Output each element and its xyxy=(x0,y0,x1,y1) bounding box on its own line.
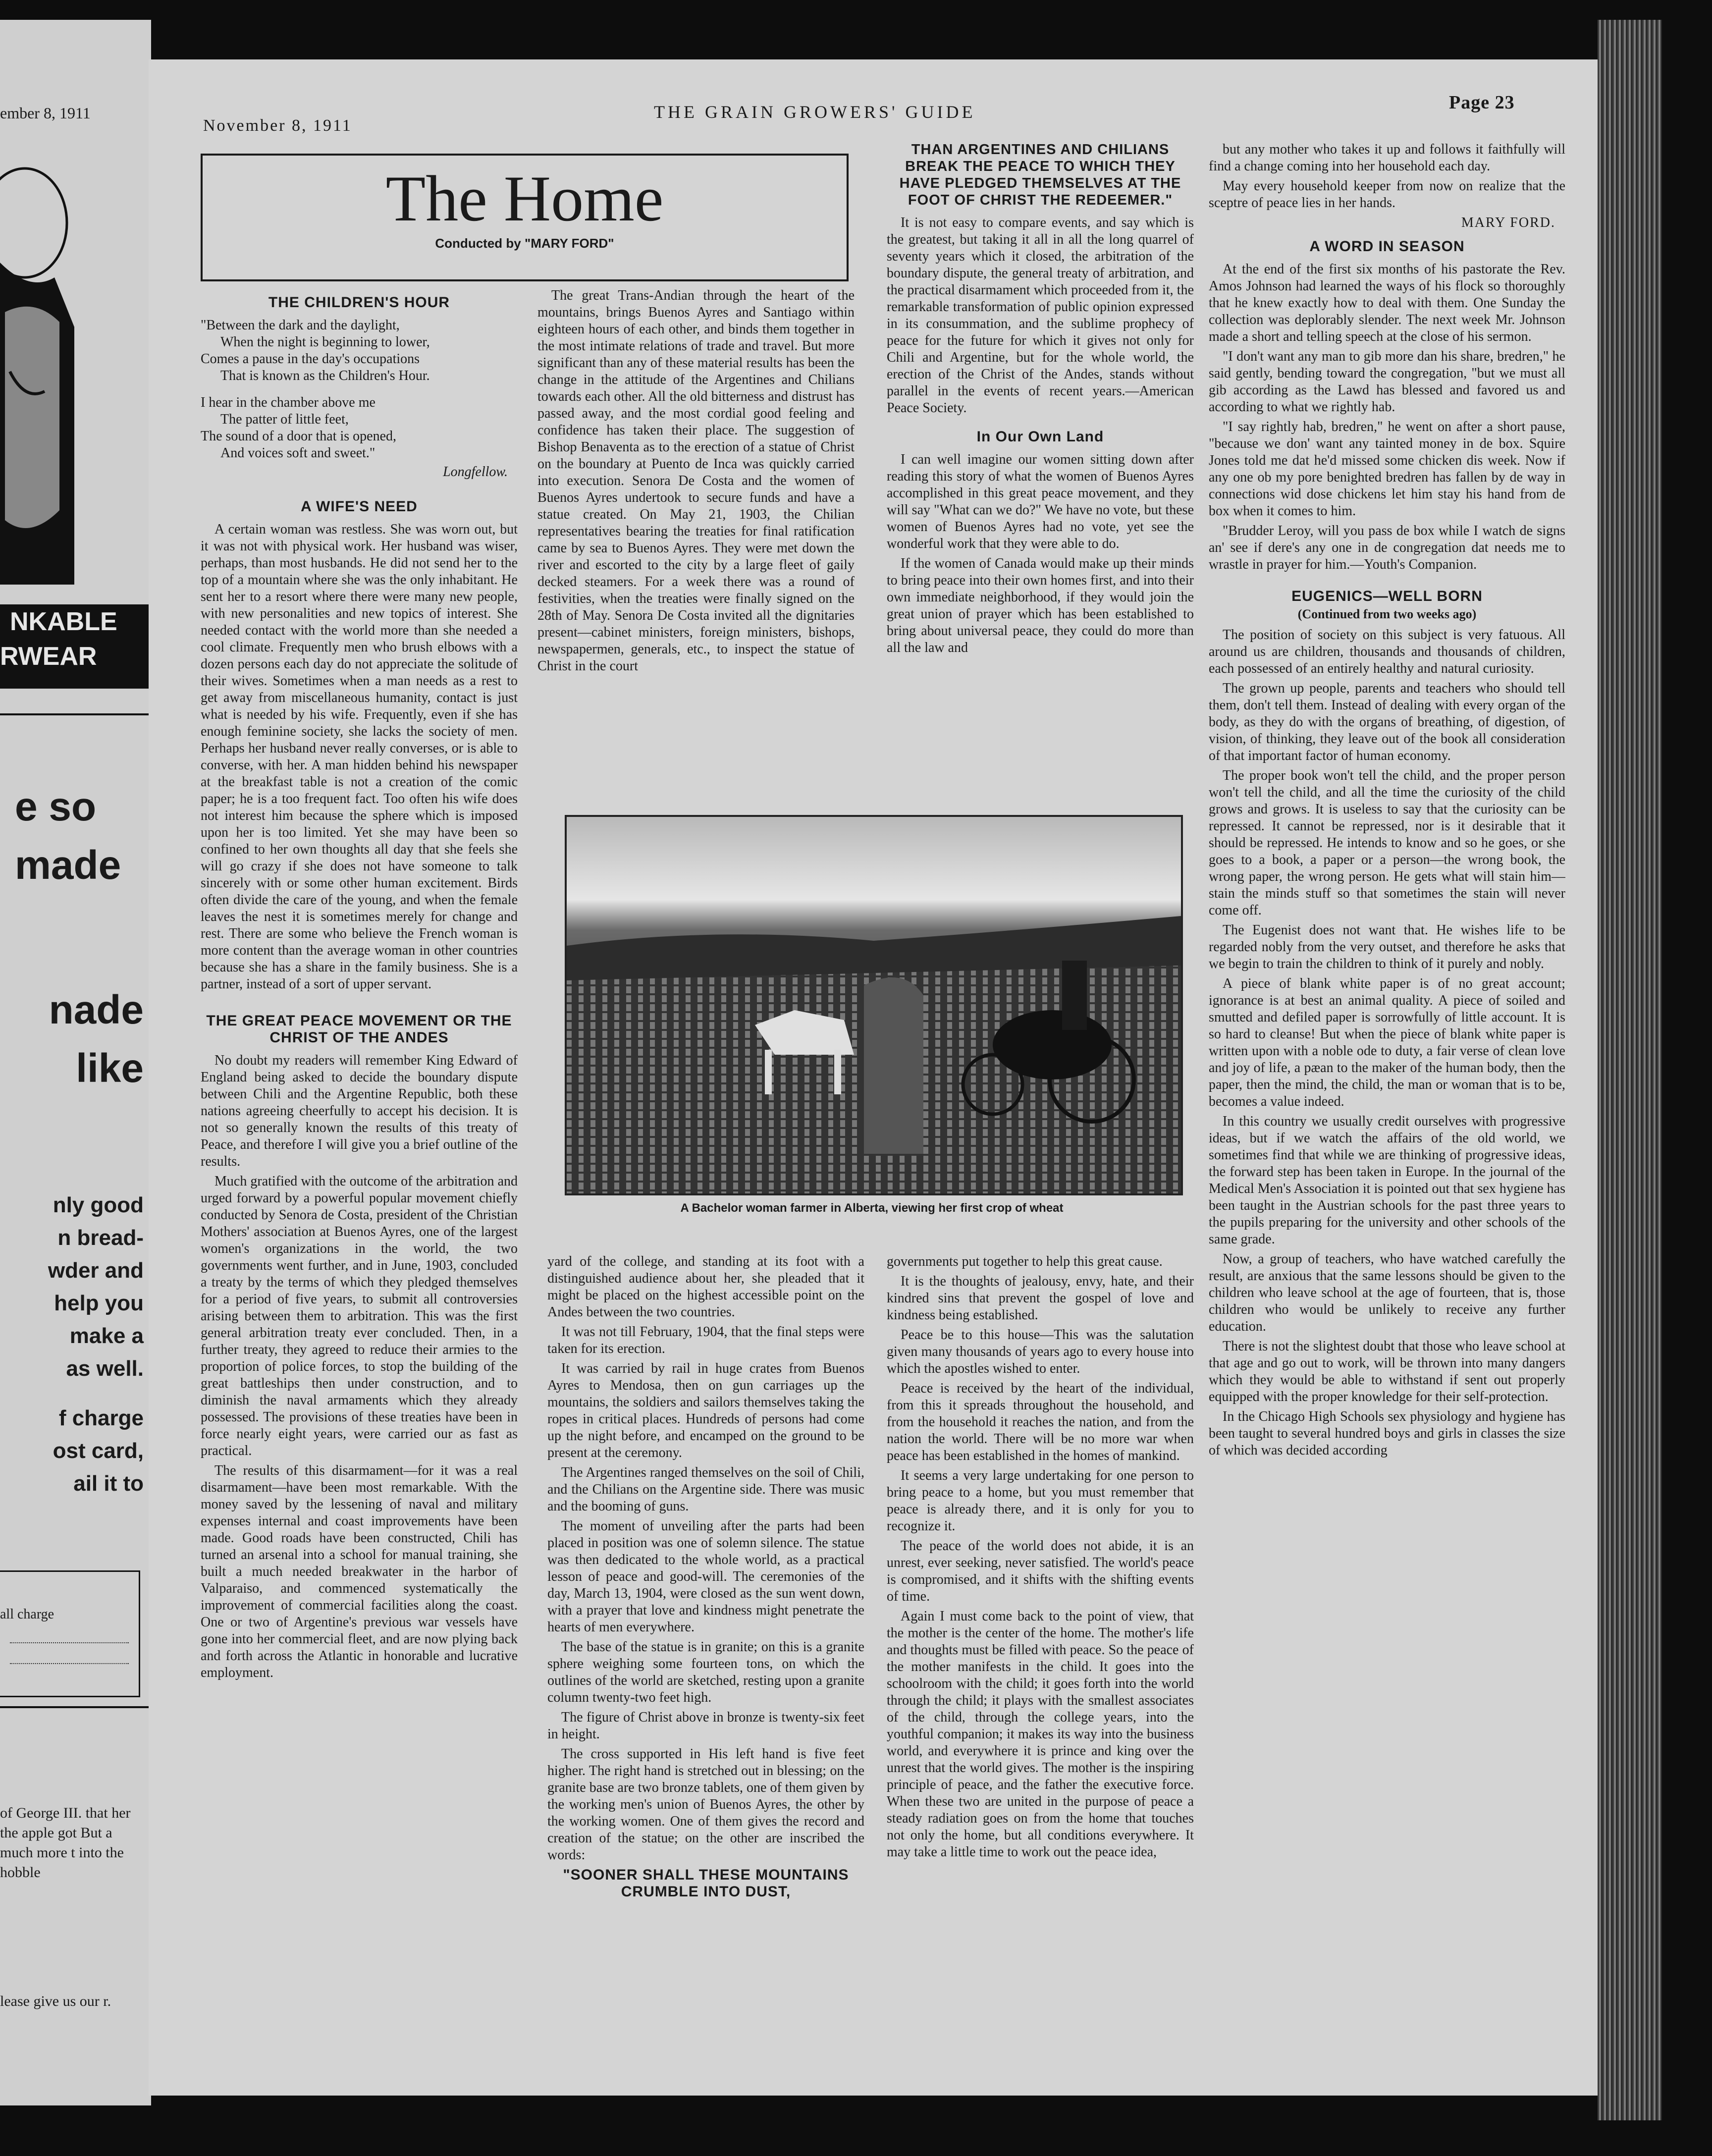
ad-body-line: make a xyxy=(69,1324,144,1348)
ad-offer-line: ail it to xyxy=(73,1471,144,1496)
article-statue-paragraph: The cross supported in His left hand is five feet higher. The right hand is stretched out in blessing; on the granite base are two bronze tablets, one of them given by the working men's union of Buenos Ayres, the other by the working women. One of them gives the record and creation of the statue; on the other are inscribed the words: xyxy=(547,1746,864,1863)
article-eugenics-paragraph: There is not the slightest doubt that those who leave school at that age and go out to work, will be thrown into many dangers which they would be able to withstand if sent out properly equipped with the proper knowledge for their self-protection. xyxy=(1209,1339,1565,1404)
ad-headline-1 xyxy=(15,778,144,895)
article-eugenics-paragraph: Now, a group of teachers, who have watched carefully the result, are anxious that the same lessons should be given to the children who leave school at the age of fourteen, that is, those children who would be unlikely to receive any further education. xyxy=(1209,1251,1565,1334)
coupon-label: all charge xyxy=(0,1607,54,1622)
article-season-paragraph: "I say rightly hab, bredren," he went on after a short pause, "because we don' want any tainted money in de box. Squire Jones told me dat he'd missed some chicken dis week. Now if any one ob my pore benighted bredren has fallen by de way in connections wid dose chickens let him stay his hand from de box when it comes to him. xyxy=(1209,419,1565,519)
eugenics-continued-note: (Continued from two weeks ago) xyxy=(1297,607,1477,621)
left-page-date: ember 8, 1911 xyxy=(0,104,91,122)
column-2-bottom xyxy=(547,1253,864,2021)
left-page-story-fragment: of George III. that her the apple got But a much more t into the hobble xyxy=(0,1805,131,1881)
section-title: The Home xyxy=(385,162,664,235)
article-eugenics-paragraph: In this country we usually credit ourselves with progressive ideas, but if we watch the affairs of the old world, we sometimes find that while we are thinking of progressive ideas, the forward step has been taken in Europe. In the journal of the Medical Men's Association it is pointed out that sex hygiene has been taught in the Austrian schools for the past three years to the pupils preparing for the university and other schools of the same grade. xyxy=(1209,1114,1565,1247)
masthead-box xyxy=(201,154,849,281)
ad-band-bottom-text: RWEAR xyxy=(0,642,97,671)
article-season-paragraph: At the end of the first six months of his pastorate the Rev. Amos Johnson had learned the ways of his flock so thoroughly that he knew exactly how to deal with them. One Sunday the collection was deplorably slender. The next week Mr. Johnson made a short and telling speech at the close of his sermon. xyxy=(1209,262,1565,344)
ad-body-line: nly good xyxy=(53,1193,144,1217)
article-own-land-paragraph: Peace be to this house—This was the salutation given many thousands of years ago to every house into which the apostles wished to enter. xyxy=(887,1327,1194,1376)
running-header-date: November 8, 1911 xyxy=(203,116,352,135)
column-2-top xyxy=(537,287,855,793)
ad-body-line: help you xyxy=(54,1291,144,1315)
left-page-closing-fragment: lease give us our r. xyxy=(0,1993,111,2009)
ad-body-line: as well. xyxy=(66,1356,144,1381)
farm-photograph xyxy=(565,815,1183,1195)
article-own-land-paragraph: The peace of the world does not abide, it is an unrest, ever seeking, never satisfied. The world's peace is compromised, and it shifts with the shifting events of time. xyxy=(887,1538,1194,1604)
article-peace-conclusion: It is not easy to compare events, and say which is the greatest, but taking it all in all the long quarrel of seventy years which it closed, the arbitration of the boundary dispute, the general treaty of arbitration, and the practical disarmament which proceeded from it, the remarkable transformation of public opinion expressed in its consummation, and the sublime prophecy of peace for the future for which it gives not only for Chili and Argentine, but for the whole world, the erection of the Christ of the Andes, stands without parallel in the events of recent years.—American Peace Society. xyxy=(887,215,1194,416)
article-own-land-end: May every household keeper from now on realize that the sceptre of peace lies in her hands. xyxy=(1209,178,1565,211)
article-own-land-paragraph: It is the thoughts of jealousy, envy, hate, and their kindred sins that prevent the gospel of love and kindness being established. xyxy=(887,1274,1194,1323)
poem-line: The patter of little feet, xyxy=(220,412,349,427)
article-statue-paragraph: The moment of unveiling after the parts had been placed in position was one of solemn silence. The statue was then dedicated to the whole world, as a practical lesson of peace and good-will. The ceremonies of the day, March 13, 1904, were closed as the sun went down, with a prayer that love and kindness might penetrate the hearts of men everywhere. xyxy=(547,1518,864,1635)
article-statue-paragraph: It was not till February, 1904, that the final steps were taken for its erection. xyxy=(547,1324,864,1356)
ad-offer-text xyxy=(0,1402,144,1500)
ad-body-text xyxy=(10,1189,144,1385)
book-binding xyxy=(1598,20,1662,2120)
quote-inscription: "SOONER SHALL THESE MOUNTAINS CRUMBLE INTO DUST, xyxy=(563,1867,849,1900)
ad-body-line: n bread- xyxy=(57,1226,144,1250)
signature-mary-ford: MARY FORD. xyxy=(1461,215,1555,230)
article-peace-paragraph: Much gratified with the outcome of the arbitration and urged forward by a powerful popular movement chiefly conducted by Senora de Costa, president of the Christian Mothers' association at Buenos Ayres, one of the largest women's organizations in the world, the two governments went further, and in June, 1903, concluded a treaty by the terms of which they pledged themselves for a period of five years, to submit all controversies arising between them to arbitration. This was the first general arbitration treaty ever concluded. Then, in a further treaty, they agreed to reduce their armies to the proportion of police forces, to stop the building of the great battleships then under construction, and to diminish the naval armaments which they already possessed. The provisions of these treaties have been in force nearly eight years, were carried our as fast as practical. xyxy=(201,1174,518,1458)
article-statue-paragraph: The figure of Christ above in bronze is twenty-six feet in height. xyxy=(547,1710,864,1742)
article-eugenics-paragraph: A piece of blank white paper is of no great account; ignorance is at best an animal quality. A piece of soiled and smutted and defiled paper is sorrowfully of little account. It is so hard to cleanse! But when the piece of blank white paper is written upon with a noble ode to duty, a fair verse of clean love and joy of life, a pæan to the maker of the human body, then the paper, then the mind, the child, the man or woman that is to be, becomes a value indeed. xyxy=(1209,976,1565,1109)
poem-line: The sound of a door that is opened, xyxy=(201,429,397,444)
poem-line: I hear in the chamber above me xyxy=(201,395,375,410)
article-eugenics-paragraph: The grown up people, parents and teachers who should tell them, don't tell them. Instead of dealing with every organ of the body, as they do with the organs of breathing, of digestion, of vision, of thinking, they leave out of the book all consideration of that important factor of human economy. xyxy=(1209,681,1565,763)
ad-offer-line: ost card, xyxy=(53,1439,144,1463)
section-byline: Conducted by "MARY FORD" xyxy=(435,236,614,251)
ad-headline-line: e so xyxy=(15,784,97,829)
article-peace-continued: The great Trans-Andian through the heart of the mountains, brings Buenos Ayres and Santiago within eighteen hours of each other, and binds them together in the most intimate relations of trade and travel. But more significant than any of these material results has been the change in the attitude of the Argentines and Chilians towards each other. All the old bitterness and distrust has passed away, and the most cordial good feeling and confidence has taken their place. The suggestion of Bishop Benaventa as to the erection of a statue of Christ on the boundary at Puento de Inca was quickly carried into execution. Senora De Costa and the women of Buenos Ayres undertook to secure funds and have a statue created. On May 21, 1903, the Chilian representatives bearing the treaties for final ratification came by sea to Buenos Ayres. They were met down the river and escorted to the city by a large fleet of gaily decked steamers. For a week there was a round of festivities, when the treaties were finally signed on the 28th of May. Senora De Costa invited all the dignitaries present—cabinet ministers, foreign ministers, bishops, newspapermen, generals, etc., to inspect the statue of Christ in the court xyxy=(537,288,855,674)
article-eugenics-paragraph: The Eugenist does not want that. He wishes life to be regarded nobly from the very outset, and therefore he asks that we begin to train the children to think of it purely and nobly. xyxy=(1209,922,1565,971)
poem-line: Comes a pause in the day's occupations xyxy=(201,351,420,367)
ad-headline-line: like xyxy=(76,1046,144,1091)
poem-line: When the night is beginning to lower, xyxy=(220,334,430,350)
article-wifes-need: A certain woman was restless. She was worn out, but it was not with physical work. Her husband was wiser, perhaps, than most husbands. He did not send her to the top of a mountain where she was the only inhabitant. He sent her to a resort where there were many new people, with new personalities and new topics of interest. She needed contact with the world more than she needed a cool climate. Frequently men who brush elbows with a dozen persons each day do not appreciate the solitude of their wives. Sometimes when a man needs as a rest to get away from miscellaneous humanity, contact is just what is needed by his wife. Frequently, even if she has enough feminine society, she lacks the society of men. Perhaps her husband never really converses, or is able to converse, with her. A man hidden behind his newspaper at the breakfast table is not a creation of the comic paper; he is a too frequent fact. Too often his wife does not interest him because the sphere which is imposed upon her is too limited. Yet she may have been so confined to her own thoughts all day that she feels she will go crazy if she does not have someone to talk sincerely with or some other human excitement. Birds often divide the care of the young, and when the female leaves the nest it is sometimes merely for change and rest. There are some who believe the French woman is more content than the average woman in other countries because she has a share in the family business. She is a partner, instead of a sort of upper servant. xyxy=(201,522,518,992)
article-own-land-paragraph: It seems a very large undertaking for one person to bring peace to a home, but you must remember that peace is already there, and it is only for you to recognize it. xyxy=(887,1468,1194,1534)
left-page-fragment xyxy=(0,20,151,2105)
article-peace-paragraph: The results of this disarmament—for it was a real disarmament—have been most remarkable. With the money saved by the lessening of naval and military expenses internal and coast improvements have been made. Good roads have been constructed, Chili has turned an arsenal into a school for manual training, she built a much needed breakwater in the harbor of Valparaiso, and commenced systematically the improvement of commercial facilities along the coast. One or two of Argentine's previous war vessels have gone into her commercial fleet, and are now plying back and forth across the Atlantic in honorable and lucrative employment. xyxy=(201,1463,518,1680)
page-number: Page 23 xyxy=(1449,92,1515,113)
running-header-publication: THE GRAIN GROWERS' GUIDE xyxy=(654,102,976,122)
column-1 xyxy=(201,287,518,1982)
article-own-land-paragraph: Peace is received by the heart of the individual, from this it spreads throughout the household, and from the household it reaches the nation, and from the nation the world. There will be no more war when peace has been established in the homes of mankind. xyxy=(887,1381,1194,1463)
photo-caption: A Bachelor woman farmer in Alberta, viewing her first crop of wheat xyxy=(680,1201,1064,1215)
article-eugenics-paragraph: The proper book won't tell the child, and the proper person won't tell the child, and all the time the curiosity of the child grows and grows. It is useless to say that the curiosity can be repressed. It cannot be repressed, nor is it desirable that it should be repressed. He intends to know and so he goes, or she goes to a book, a paper or a person—the wrong book, the wrong paper, the wrong person. He gets what will stain him—stain the minds stuff so that sometimes the stain will never come off. xyxy=(1209,768,1565,918)
article-eugenics-paragraph: The position of society on this subject is very fatuous. All around us are children, thousands and thousands of children, each possessed of an entirely healthy and natural curiosity. xyxy=(1209,627,1565,676)
ad-band-top-text: NKABLE xyxy=(10,607,117,636)
heading-wifes-need: A WIFE'S NEED xyxy=(301,498,418,515)
article-season-paragraph: "Brudder Leroy, will you pass de box while I watch de signs an' see if dere's any one in de congregation dat needs me to wrastle in prayer for him.—Youth's Companion. xyxy=(1209,523,1565,572)
heading-childrens-hour: THE CHILDREN'S HOUR xyxy=(268,294,450,311)
heading-in-our-own-land: In Our Own Land xyxy=(976,429,1104,445)
article-eugenics-paragraph: In the Chicago High Schools sex physiology and hygiene has been taught to several hundred boys and girls in classes the size of which was decided according xyxy=(1209,1409,1565,1458)
column-3-top xyxy=(887,141,1194,795)
article-own-land-paragraph: If the women of Canada would make up their minds to bring peace into their own homes first, and into their own immediate neighborhood, if they would join the great union of prayer which has been established to bring about universal peace, they could do more than all the law and xyxy=(887,556,1194,655)
article-statue-paragraph: yard of the college, and standing at its foot with a distinguished audience about her, she pleaded that it might be placed on the highest accessible point on the Andes between the two countries. xyxy=(547,1254,864,1320)
ad-offer-line: f charge xyxy=(58,1406,144,1430)
article-season-paragraph: "I don't want any man to gib more dan his share, bredren," he said gently, bending toward the congregation, "but we must all gib according as the Lawd has blessed and favored us and according to what we rightly hab. xyxy=(1209,349,1565,415)
heading-word-in-season: A WORD IN SEASON xyxy=(1309,238,1465,255)
quote-inscription-continued: THAN ARGENTINES AND CHILIANS BREAK THE PEACE TO WHICH THEY HAVE PLEDGED THEMSELVES AT THE FOOT OF CHRIST THE REDEEMER." xyxy=(899,142,1181,208)
heading-peace-movement: THE GREAT PEACE MOVEMENT OR THE CHRIST OF THE ANDES xyxy=(206,1013,512,1046)
poem-line: And voices soft and sweet." xyxy=(220,445,375,461)
poem-line: "Between the dark and the daylight, xyxy=(201,318,400,333)
ad-body-line: wder and xyxy=(48,1258,144,1283)
ad-headline-line: nade xyxy=(49,987,144,1032)
column-4 xyxy=(1209,141,1565,1984)
column-3-bottom xyxy=(887,1253,1194,2021)
ad-headline-line: made xyxy=(15,843,121,888)
wheat-field-scene-illustration xyxy=(567,817,1181,1193)
article-statue-paragraph: The base of the statue is in granite; on this is a granite sphere weighing some fourteen tons, on which the outlines of the world are sketched, resting upon a granite column twenty-two feet high. xyxy=(547,1639,864,1705)
poem-line: That is known as the Children's Hour. xyxy=(220,368,430,383)
heading-eugenics: EUGENICS—WELL BORN xyxy=(1291,588,1483,604)
article-peace-paragraph: No doubt my readers will remember King Edward of England being asked to decide the boundary dispute between Chili and the Argentine Republic, both these nations agreeing cheerfully to accept his decision. It is not so generally known the results of this treaty of Peace, and therefore I will give you a brief outline of the results. xyxy=(201,1053,518,1169)
underwear-ad-band xyxy=(0,604,151,689)
poem-childrens-hour xyxy=(201,317,518,462)
article-own-land-paragraph: governments put together to help this great cause. xyxy=(887,1254,1163,1269)
article-own-land-paragraph: Again I must come back to the point of view, that the mother is the center of the home. The mother's life and thoughts must be filled with peace. So the peace of the mother manifests in the child. It goes into the schoolroom with the child; it goes forth into the world through the child; it plays with the smallest associates of the child, through the college years, into the youthful companion; it makes its way into the business world, and everywhere it is prince and king over the unrest that the world gives. The mother is the inspiring principle of peace, and the father the executive force. When these two are united in the purpose of peace a steady radiation goes on from the home that touches not only the home, but all conditions everywhere. It may take a little time to work out the peace idea, xyxy=(887,1609,1194,1860)
poem-author: Longfellow. xyxy=(443,464,508,480)
article-own-land-paragraph: I can well imagine our women sitting down after reading this story of what the women of Buenos Ayres accomplished in this great peace movement, and they will say "What can we do?" We have no vote, but these women of Buenos Ayres had no vote, yet see the wonderful work that they were able to do. xyxy=(887,452,1194,551)
ad-headline-2 xyxy=(30,981,144,1098)
article-statue-paragraph: The Argentines ranged themselves on the soil of Chili, and the Chilians on the Argentine side. There was music and the booming of guns. xyxy=(547,1465,864,1514)
article-own-land-end: but any mother who takes it up and follows it faithfully will find a change coming into her household each day. xyxy=(1209,142,1565,174)
article-statue-paragraph: It was carried by rail in huge crates from Buenos Ayres to Mendosa, then on gun carriages up the mountains, the soldiers and sailors themselves taking the ropes in critical places. Hundreds of persons had come up the night before, and encamped on the ground to be present at the ceremony. xyxy=(547,1361,864,1460)
underwear-figure-illustration xyxy=(0,163,99,585)
coupon-form xyxy=(0,1570,140,1697)
